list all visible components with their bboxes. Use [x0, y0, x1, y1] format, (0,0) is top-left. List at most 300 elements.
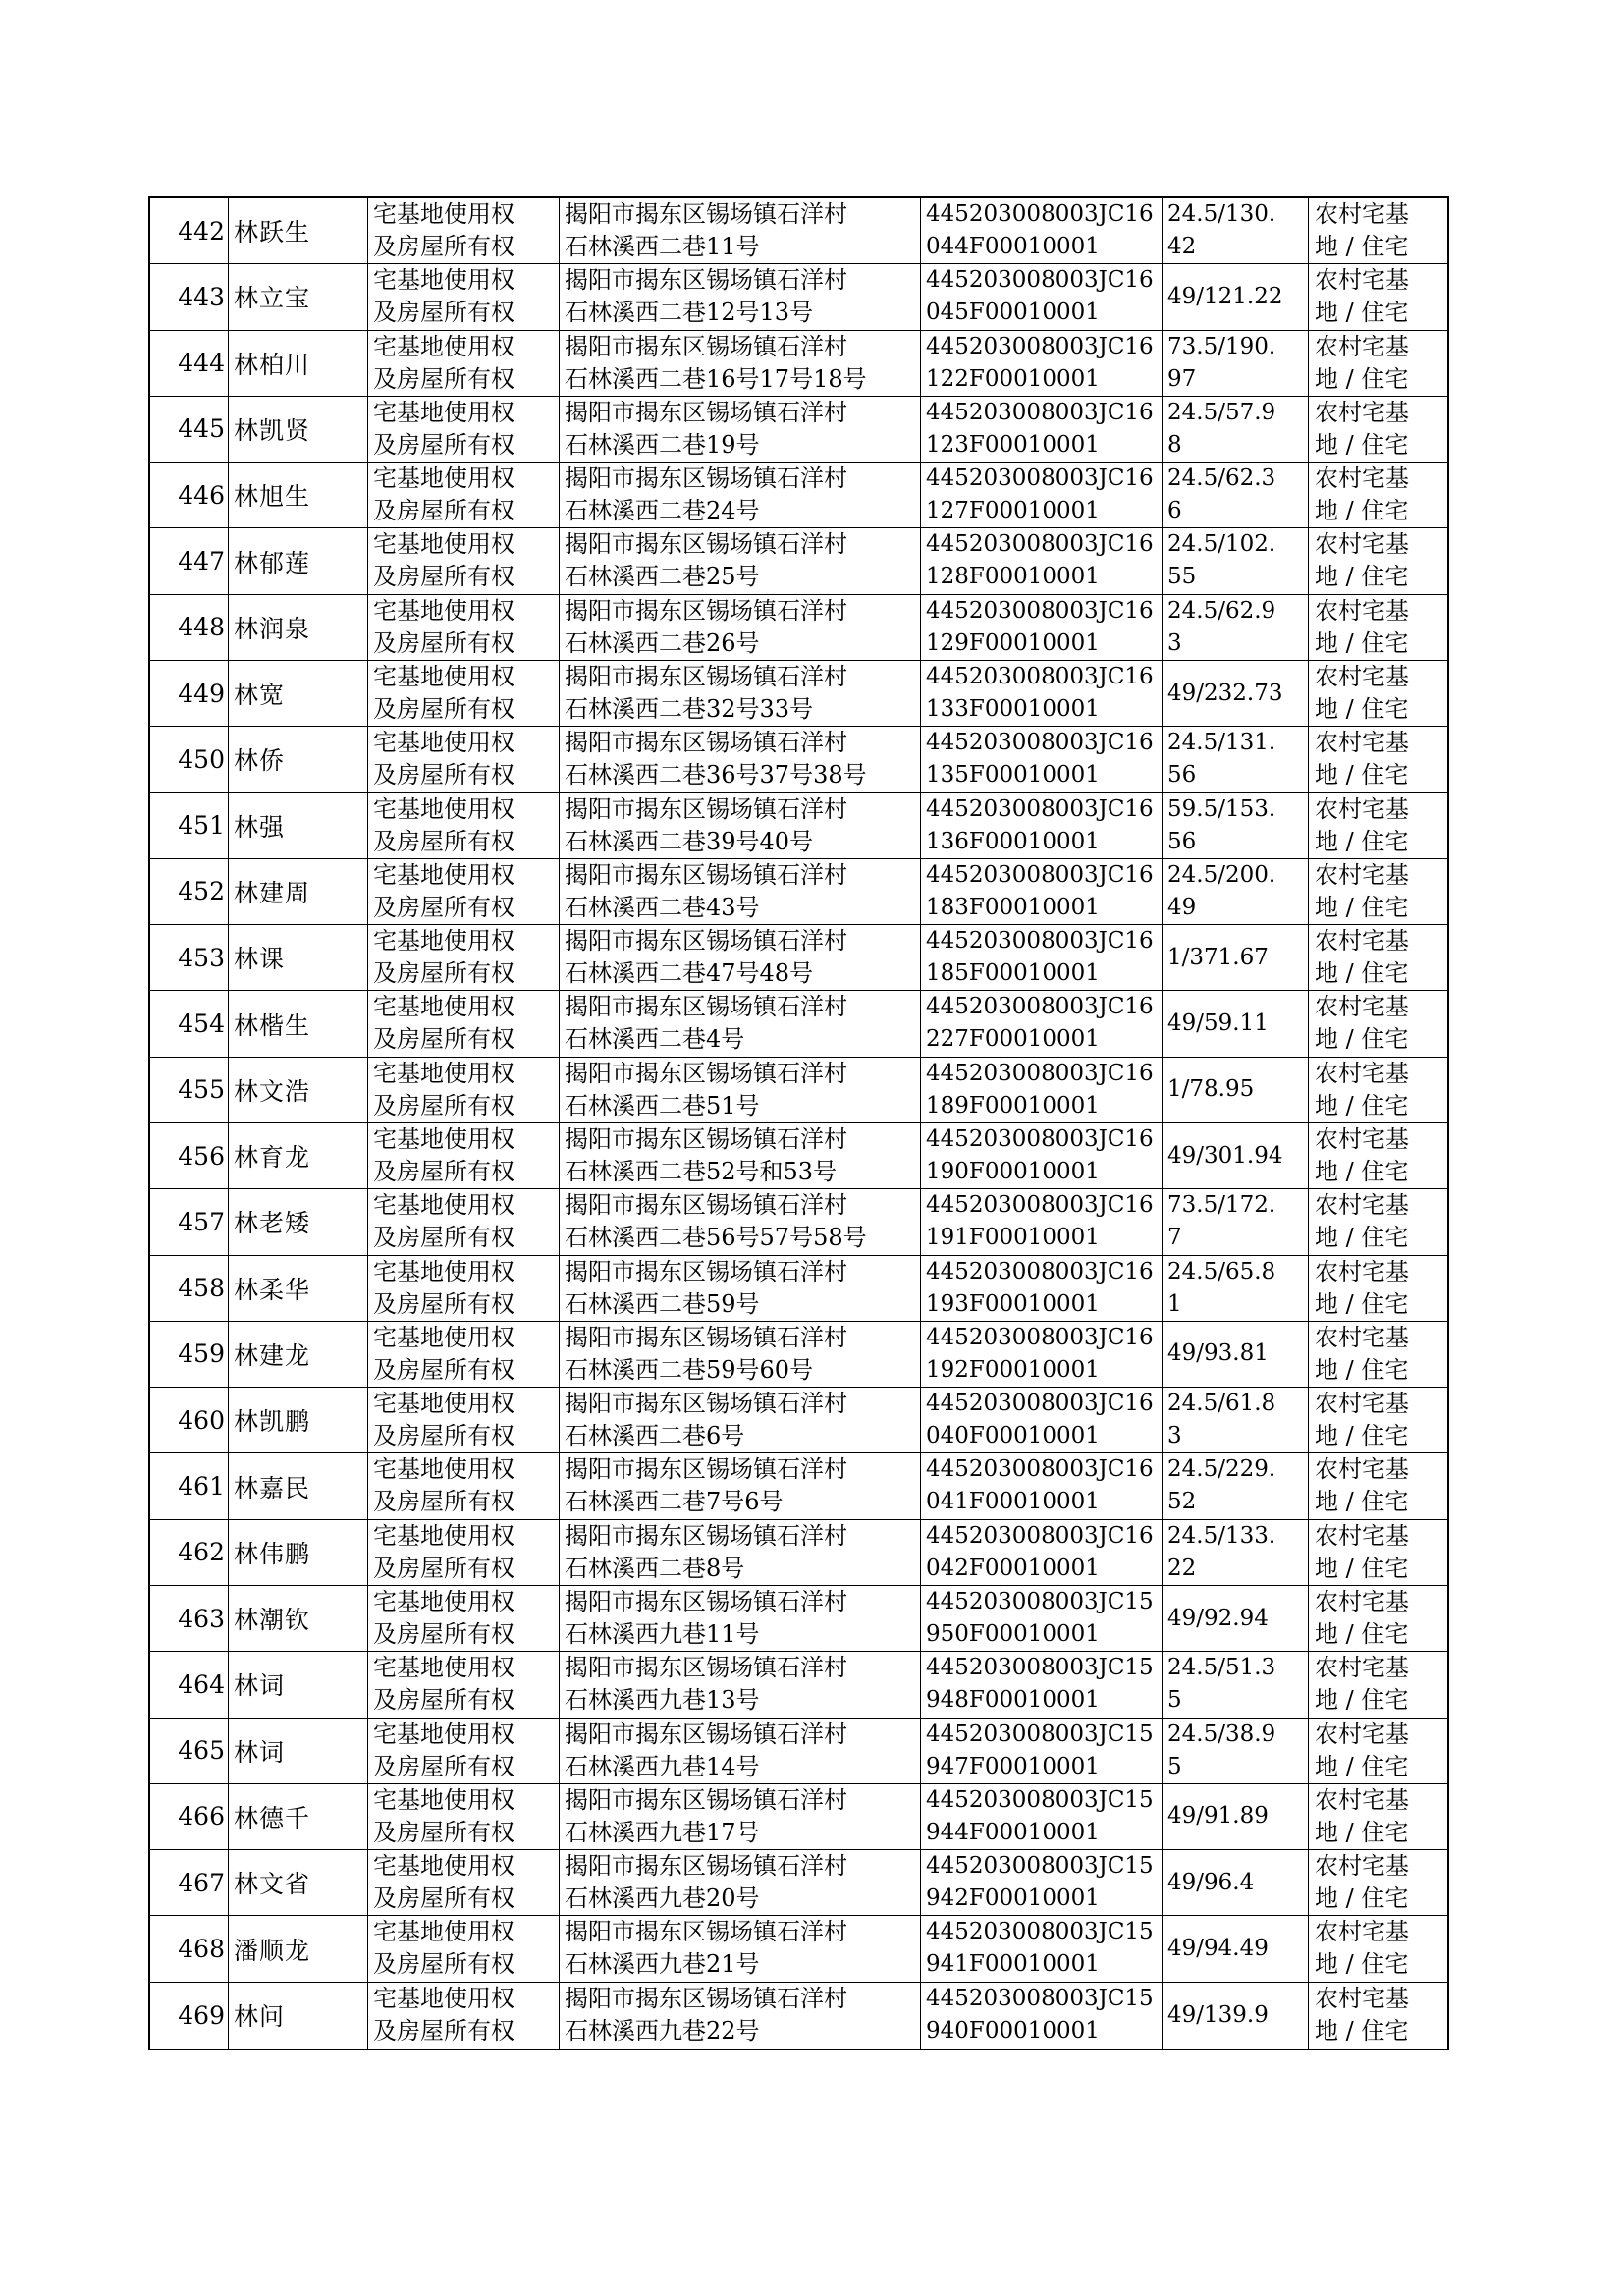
area-line-2: 42 — [1167, 234, 1197, 259]
land-use-line-1: 农村宅基 — [1315, 1852, 1409, 1881]
unit-code-line-2: 948F00010001 — [926, 1687, 1100, 1714]
land-use-line-1: 农村宅基 — [1315, 1059, 1409, 1087]
unit-code-line-1: 445203008003JC15 — [926, 1786, 1154, 1813]
land-use-line-2: 地 / 住宅 — [1315, 1488, 1409, 1516]
owner-name: 林立宝 — [229, 264, 368, 329]
owner-name: 林育龙 — [229, 1123, 368, 1188]
row-number: 462 — [150, 1520, 229, 1585]
area — [1163, 661, 1309, 726]
right-type-line-1: 宅基地使用权 — [373, 993, 514, 1021]
right-type-line-1: 宅基地使用权 — [373, 200, 514, 228]
right-type-line-1: 宅基地使用权 — [373, 1654, 514, 1682]
table-row — [150, 397, 1447, 463]
right-type-line-1: 宅基地使用权 — [373, 1984, 514, 2012]
row-number: 450 — [150, 727, 229, 792]
land-use-line-1: 农村宅基 — [1315, 729, 1409, 757]
unit-code-line-1: 445203008003JC16 — [926, 465, 1154, 492]
unit-code-line-1: 445203008003JC16 — [926, 1456, 1154, 1483]
table-row — [150, 1256, 1447, 1322]
records-table — [148, 196, 1449, 2050]
owner-name: 林楷生 — [229, 991, 368, 1056]
land-use — [1309, 1916, 1447, 1981]
owner-name: 林老矮 — [229, 1189, 368, 1254]
area — [1163, 1322, 1309, 1387]
land-use-line-1: 农村宅基 — [1315, 1918, 1409, 1946]
unit-code — [921, 1388, 1163, 1452]
land-use-line-2: 地 / 住宅 — [1315, 1289, 1409, 1318]
address-line-2: 石林溪西二巷47号48号 — [565, 959, 814, 988]
owner-name: 林嘉民 — [229, 1453, 368, 1518]
unit-code-line-1: 445203008003JC16 — [926, 1126, 1154, 1152]
address — [560, 1189, 921, 1254]
table-row — [150, 1719, 1447, 1784]
area — [1163, 1916, 1309, 1981]
land-use-line-2: 地 / 住宅 — [1315, 1554, 1409, 1582]
address-line-2: 石林溪西二巷7号6号 — [565, 1488, 784, 1516]
right-type-line-2: 及房屋所有权 — [373, 1355, 514, 1384]
table-row — [150, 925, 1447, 991]
row-number: 454 — [150, 991, 229, 1056]
table-row — [150, 1652, 1447, 1718]
unit-code-line-1: 445203008003JC16 — [926, 333, 1154, 359]
land-use — [1309, 397, 1447, 462]
right-type-line-2: 及房屋所有权 — [373, 628, 514, 657]
unit-code-line-1: 445203008003JC15 — [926, 1919, 1154, 1945]
land-use — [1309, 1784, 1447, 1849]
land-use-line-1: 农村宅基 — [1315, 1984, 1409, 2012]
address-line-2: 石林溪西二巷56号57号58号 — [565, 1224, 867, 1252]
right-type-line-2: 及房屋所有权 — [373, 1686, 514, 1715]
unit-code — [921, 1983, 1163, 2049]
address-line-2: 石林溪西二巷8号 — [565, 1554, 745, 1582]
right-type-line-1: 宅基地使用权 — [373, 1720, 514, 1748]
area-line-1: 24.5/62.3 — [1167, 465, 1276, 492]
owner-name: 林强 — [229, 793, 368, 858]
area-line-2: 7 — [1167, 1225, 1182, 1251]
area — [1163, 331, 1309, 396]
address — [560, 727, 921, 792]
owner-name: 林柔华 — [229, 1256, 368, 1321]
address-line-1: 揭阳市揭东区锡场镇石洋村 — [565, 1323, 847, 1351]
unit-code-line-2: 123F00010001 — [926, 431, 1100, 458]
address-line-2: 石林溪西二巷6号 — [565, 1422, 745, 1450]
area-value: 1/78.95 — [1167, 1076, 1255, 1103]
address-line-1: 揭阳市揭东区锡场镇石洋村 — [565, 1785, 847, 1814]
unit-code-line-2: 190F00010001 — [926, 1159, 1100, 1184]
area — [1163, 1719, 1309, 1783]
right-type-line-2: 及房屋所有权 — [373, 1091, 514, 1120]
row-number: 460 — [150, 1388, 229, 1452]
land-use-line-1: 农村宅基 — [1315, 1191, 1409, 1220]
land-use-line-1: 农村宅基 — [1315, 1390, 1409, 1418]
land-use — [1309, 1058, 1447, 1122]
address-line-1: 揭阳市揭东区锡场镇石洋村 — [565, 200, 847, 228]
owner-name: 林柏川 — [229, 331, 368, 396]
address — [560, 331, 921, 396]
address-line-2: 石林溪西二巷59号 — [565, 1289, 760, 1318]
area — [1163, 1586, 1309, 1651]
table-row — [150, 1388, 1447, 1453]
owner-name: 林建周 — [229, 859, 368, 924]
owner-name: 林凯鹏 — [229, 1388, 368, 1452]
area — [1163, 397, 1309, 462]
address-line-1: 揭阳市揭东区锡场镇石洋村 — [565, 663, 847, 690]
row-number: 442 — [150, 198, 229, 263]
unit-code — [921, 1322, 1163, 1387]
row-number: 451 — [150, 793, 229, 858]
unit-code — [921, 1784, 1163, 1849]
address — [560, 264, 921, 329]
land-use — [1309, 1256, 1447, 1321]
unit-code-line-2: 950F00010001 — [926, 1621, 1100, 1647]
right-type-line-1: 宅基地使用权 — [373, 398, 514, 426]
address-line-2: 石林溪西二巷59号60号 — [565, 1355, 814, 1384]
right-type-line-1: 宅基地使用权 — [373, 1918, 514, 1946]
unit-code-line-1: 445203008003JC16 — [926, 795, 1154, 822]
right-type — [368, 1189, 560, 1254]
unit-code-line-2: 041F00010001 — [926, 1489, 1100, 1515]
unit-code-line-2: 947F00010001 — [926, 1753, 1100, 1779]
table-row — [150, 1850, 1447, 1916]
unit-code-line-2: 129F00010001 — [926, 629, 1100, 656]
table-row — [150, 1453, 1447, 1519]
area-line-1: 24.5/130. — [1167, 201, 1276, 227]
land-use-line-2: 地 / 住宅 — [1315, 563, 1409, 591]
right-type-line-1: 宅基地使用权 — [373, 927, 514, 956]
area-value: 1/371.67 — [1167, 944, 1269, 970]
address-line-2: 石林溪西二巷52号和53号 — [565, 1158, 838, 1185]
owner-name: 林跃生 — [229, 198, 368, 263]
address-line-2: 石林溪西九巷11号 — [565, 1620, 760, 1648]
right-type — [368, 1388, 560, 1452]
area — [1163, 1652, 1309, 1717]
unit-code-line-2: 941F00010001 — [926, 1951, 1100, 1978]
land-use-line-2: 地 / 住宅 — [1315, 2016, 1409, 2045]
land-use-line-2: 地 / 住宅 — [1315, 1950, 1409, 1979]
right-type-line-2: 及房屋所有权 — [373, 364, 514, 393]
address-line-1: 揭阳市揭东区锡场镇石洋村 — [565, 794, 847, 823]
row-number: 455 — [150, 1058, 229, 1122]
owner-name: 林问 — [229, 1983, 368, 2049]
unit-code — [921, 1058, 1163, 1122]
address-line-1: 揭阳市揭东区锡场镇石洋村 — [565, 1059, 847, 1087]
right-type-line-1: 宅基地使用权 — [373, 1125, 514, 1153]
row-number: 458 — [150, 1256, 229, 1321]
right-type-line-1: 宅基地使用权 — [373, 464, 514, 493]
land-use — [1309, 1388, 1447, 1452]
right-type-line-2: 及房屋所有权 — [373, 827, 514, 855]
unit-code-line-2: 193F00010001 — [926, 1290, 1100, 1317]
address — [560, 859, 921, 924]
land-use-line-1: 农村宅基 — [1315, 794, 1409, 823]
unit-code — [921, 1916, 1163, 1981]
address-line-2: 石林溪西九巷20号 — [565, 1885, 760, 1913]
area-line-1: 24.5/38.9 — [1167, 1721, 1276, 1747]
address-line-1: 揭阳市揭东区锡场镇石洋村 — [565, 1521, 847, 1550]
address-line-1: 揭阳市揭东区锡场镇石洋村 — [565, 1720, 847, 1748]
area — [1163, 463, 1309, 527]
land-use-line-2: 地 / 住宅 — [1315, 1422, 1409, 1450]
row-number: 464 — [150, 1652, 229, 1717]
right-type-line-1: 宅基地使用权 — [373, 1785, 514, 1814]
right-type-line-1: 宅基地使用权 — [373, 1390, 514, 1418]
land-use-line-2: 地 / 住宅 — [1315, 1091, 1409, 1120]
area — [1163, 595, 1309, 660]
area — [1163, 1256, 1309, 1321]
right-type-line-2: 及房屋所有权 — [373, 1950, 514, 1979]
address-line-2: 石林溪西二巷51号 — [565, 1091, 760, 1120]
owner-name: 林词 — [229, 1719, 368, 1783]
area-value: 49/139.9 — [1167, 2001, 1269, 2028]
right-type — [368, 727, 560, 792]
address — [560, 1652, 921, 1717]
unit-code-line-2: 135F00010001 — [926, 762, 1100, 789]
table-row — [150, 1123, 1447, 1189]
area — [1163, 1123, 1309, 1188]
unit-code — [921, 1256, 1163, 1321]
land-use-line-2: 地 / 住宅 — [1315, 959, 1409, 988]
land-use-line-1: 农村宅基 — [1315, 1521, 1409, 1550]
area — [1163, 859, 1309, 924]
right-type — [368, 264, 560, 329]
address-line-1: 揭阳市揭东区锡场镇石洋村 — [565, 1257, 847, 1285]
right-type-line-1: 宅基地使用权 — [373, 1323, 514, 1351]
area-value: 49/59.11 — [1167, 1011, 1269, 1037]
table-row — [150, 264, 1447, 330]
address — [560, 1916, 921, 1981]
owner-name: 潘顺龙 — [229, 1916, 368, 1981]
area-line-1: 59.5/153. — [1167, 795, 1276, 822]
area — [1163, 1388, 1309, 1452]
unit-code-line-2: 185F00010001 — [926, 960, 1100, 987]
address-line-1: 揭阳市揭东区锡场镇石洋村 — [565, 1852, 847, 1881]
area-line-2: 22 — [1167, 1555, 1197, 1581]
area — [1163, 1189, 1309, 1254]
area — [1163, 1850, 1309, 1915]
area-line-2: 55 — [1167, 564, 1197, 590]
land-use-line-1: 农村宅基 — [1315, 332, 1409, 360]
address-line-1: 揭阳市揭东区锡场镇石洋村 — [565, 1588, 847, 1615]
row-number: 444 — [150, 331, 229, 396]
owner-name: 林文省 — [229, 1850, 368, 1915]
land-use — [1309, 925, 1447, 990]
row-number: 447 — [150, 528, 229, 593]
area-line-2: 3 — [1167, 629, 1182, 656]
owner-name: 林凯贤 — [229, 397, 368, 462]
area — [1163, 198, 1309, 263]
row-number: 446 — [150, 463, 229, 527]
unit-code-line-1: 445203008003JC16 — [926, 1391, 1154, 1417]
area — [1163, 793, 1309, 858]
row-number: 445 — [150, 397, 229, 462]
area-line-1: 73.5/172. — [1167, 1192, 1276, 1219]
land-use-line-1: 农村宅基 — [1315, 927, 1409, 956]
right-type — [368, 1322, 560, 1387]
address-line-1: 揭阳市揭东区锡场镇石洋村 — [565, 1654, 847, 1682]
right-type-line-2: 及房屋所有权 — [373, 233, 514, 260]
land-use-line-1: 农村宅基 — [1315, 200, 1409, 228]
land-use — [1309, 661, 1447, 726]
right-type-line-2: 及房屋所有权 — [373, 1554, 514, 1582]
address-line-2: 石林溪西九巷13号 — [565, 1686, 760, 1715]
area-line-2: 49 — [1167, 894, 1197, 920]
unit-code — [921, 397, 1163, 462]
area-line-1: 24.5/65.8 — [1167, 1258, 1276, 1284]
land-use-line-2: 地 / 住宅 — [1315, 233, 1409, 260]
unit-code — [921, 991, 1163, 1056]
right-type-line-2: 及房屋所有权 — [373, 2016, 514, 2045]
land-use — [1309, 1123, 1447, 1188]
land-use-line-1: 农村宅基 — [1315, 1323, 1409, 1351]
table-row — [150, 661, 1447, 727]
unit-code-line-1: 445203008003JC16 — [926, 1324, 1154, 1350]
unit-code-line-1: 445203008003JC15 — [926, 1655, 1154, 1681]
unit-code — [921, 198, 1163, 263]
row-number: 469 — [150, 1983, 229, 2049]
address-line-2: 石林溪西二巷24号 — [565, 497, 760, 525]
land-use — [1309, 1322, 1447, 1387]
area-line-1: 24.5/57.9 — [1167, 399, 1276, 425]
unit-code-line-1: 445203008003JC16 — [926, 1060, 1154, 1086]
row-number: 461 — [150, 1453, 229, 1518]
table-row — [150, 463, 1447, 528]
unit-code-line-1: 445203008003JC15 — [926, 1985, 1154, 2011]
land-use-line-2: 地 / 住宅 — [1315, 628, 1409, 657]
right-type — [368, 1123, 560, 1188]
address — [560, 991, 921, 1056]
land-use — [1309, 727, 1447, 792]
unit-code-line-2: 940F00010001 — [926, 2017, 1100, 2044]
land-use-line-2: 地 / 住宅 — [1315, 695, 1409, 723]
land-use — [1309, 1850, 1447, 1915]
area — [1163, 1453, 1309, 1518]
land-use-line-2: 地 / 住宅 — [1315, 1752, 1409, 1780]
area-line-2: 8 — [1167, 431, 1182, 458]
area-line-1: 24.5/131. — [1167, 730, 1276, 756]
row-number: 457 — [150, 1189, 229, 1254]
land-use-line-1: 农村宅基 — [1315, 1720, 1409, 1748]
owner-name: 林德千 — [229, 1784, 368, 1849]
area-value: 49/93.81 — [1167, 1340, 1269, 1367]
right-type — [368, 1453, 560, 1518]
table-row — [150, 859, 1447, 925]
land-use-line-1: 农村宅基 — [1315, 530, 1409, 559]
unit-code — [921, 1189, 1163, 1254]
table-row — [150, 198, 1447, 264]
unit-code — [921, 793, 1163, 858]
land-use-line-1: 农村宅基 — [1315, 596, 1409, 625]
unit-code-line-2: 045F00010001 — [926, 300, 1100, 326]
area-value: 49/96.4 — [1167, 1869, 1255, 1895]
right-type-line-2: 及房屋所有权 — [373, 761, 514, 790]
address-line-1: 揭阳市揭东区锡场镇石洋村 — [565, 1125, 847, 1153]
row-number: 456 — [150, 1123, 229, 1188]
row-number: 463 — [150, 1586, 229, 1651]
unit-code-line-1: 445203008003JC15 — [926, 1853, 1154, 1880]
unit-code — [921, 264, 1163, 329]
unit-code-line-2: 192F00010001 — [926, 1356, 1100, 1383]
unit-code — [921, 1652, 1163, 1717]
row-number: 452 — [150, 859, 229, 924]
unit-code — [921, 595, 1163, 660]
unit-code — [921, 1520, 1163, 1585]
right-type-line-2: 及房屋所有权 — [373, 1158, 514, 1185]
address-line-2: 石林溪西九巷17号 — [565, 1818, 760, 1846]
address — [560, 1719, 921, 1783]
land-use — [1309, 1719, 1447, 1783]
right-type — [368, 1983, 560, 2049]
land-use — [1309, 1189, 1447, 1254]
land-use-line-1: 农村宅基 — [1315, 1125, 1409, 1153]
land-use-line-1: 农村宅基 — [1315, 860, 1409, 889]
address — [560, 198, 921, 263]
right-type — [368, 661, 560, 726]
owner-name: 林侨 — [229, 727, 368, 792]
unit-code-line-1: 445203008003JC16 — [926, 1522, 1154, 1549]
unit-code-line-2: 944F00010001 — [926, 1819, 1100, 1845]
land-use-line-2: 地 / 住宅 — [1315, 1885, 1409, 1913]
address — [560, 1983, 921, 2049]
address — [560, 1850, 921, 1915]
right-type — [368, 859, 560, 924]
right-type — [368, 1916, 560, 1981]
address-line-1: 揭阳市揭东区锡场镇石洋村 — [565, 1455, 847, 1484]
table-row — [150, 595, 1447, 661]
land-use-line-1: 农村宅基 — [1315, 398, 1409, 426]
right-type-line-2: 及房屋所有权 — [373, 430, 514, 459]
table-row — [150, 528, 1447, 594]
right-type-line-1: 宅基地使用权 — [373, 729, 514, 757]
unit-code-line-2: 191F00010001 — [926, 1225, 1100, 1251]
right-type — [368, 1719, 560, 1783]
address — [560, 463, 921, 527]
right-type — [368, 1784, 560, 1849]
owner-name: 林润泉 — [229, 595, 368, 660]
table-row — [150, 1983, 1447, 2049]
address-line-2: 石林溪西二巷16号17号18号 — [565, 364, 867, 393]
area-line-2: 1 — [1167, 1290, 1182, 1317]
unit-code-line-1: 445203008003JC16 — [926, 928, 1154, 955]
land-use-line-1: 农村宅基 — [1315, 1785, 1409, 1814]
address-line-2: 石林溪西二巷32号33号 — [565, 695, 814, 723]
address — [560, 1784, 921, 1849]
row-number: 465 — [150, 1719, 229, 1783]
land-use — [1309, 1586, 1447, 1651]
unit-code-line-1: 445203008003JC16 — [926, 1258, 1154, 1284]
land-use — [1309, 595, 1447, 660]
unit-code-line-2: 133F00010001 — [926, 696, 1100, 722]
address-line-1: 揭阳市揭东区锡场镇石洋村 — [565, 927, 847, 956]
area-line-1: 24.5/51.3 — [1167, 1655, 1276, 1681]
address-line-2: 石林溪西二巷36号37号38号 — [565, 761, 867, 790]
unit-code-line-1: 445203008003JC16 — [926, 861, 1154, 888]
right-type-line-1: 宅基地使用权 — [373, 1588, 514, 1615]
right-type — [368, 463, 560, 527]
area-value: 49/301.94 — [1167, 1142, 1283, 1169]
unit-code — [921, 1586, 1163, 1651]
right-type-line-1: 宅基地使用权 — [373, 1521, 514, 1550]
right-type-line-1: 宅基地使用权 — [373, 530, 514, 559]
right-type-line-2: 及房屋所有权 — [373, 959, 514, 988]
area-line-2: 5 — [1167, 1753, 1182, 1779]
unit-code-line-2: 227F00010001 — [926, 1026, 1100, 1053]
unit-code-line-1: 445203008003JC16 — [926, 664, 1154, 689]
row-number: 459 — [150, 1322, 229, 1387]
right-type-line-2: 及房屋所有权 — [373, 1752, 514, 1780]
address — [560, 1058, 921, 1122]
table-row — [150, 727, 1447, 792]
table-row — [150, 1784, 1447, 1850]
